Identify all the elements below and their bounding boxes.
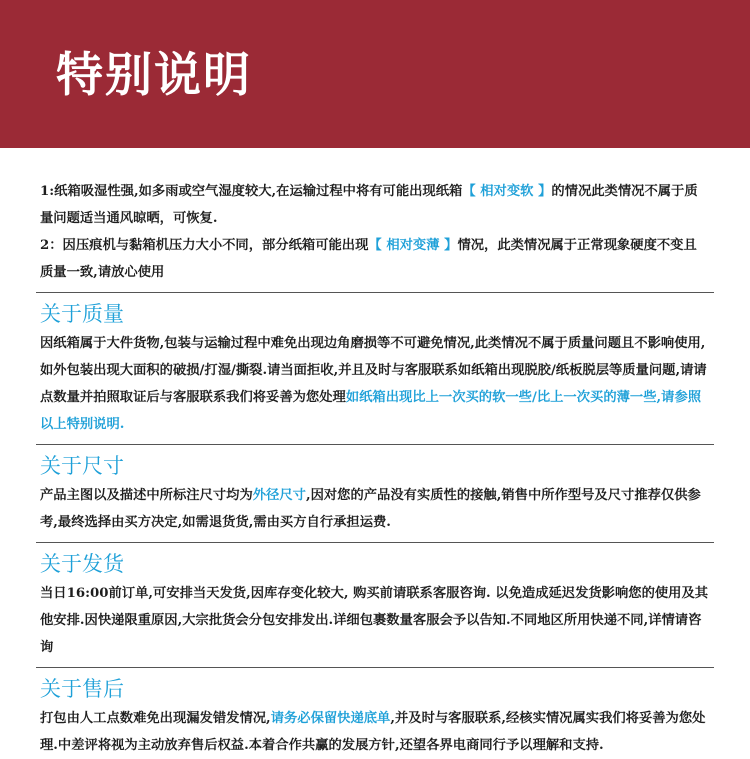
page-title: 特别说明 xyxy=(56,48,252,103)
quality-highlight: 如纸箱出现比上一次买的软一些/比上一次买的薄一些,请参照以上特别说明. xyxy=(40,390,702,432)
intro-1-text: 1:纸箱吸湿性强,如多雨或空气湿度较大,在运输过程中将有可能出现纸箱 xyxy=(40,184,463,199)
intro-2-text: 2：因压痕机与黏箱机压力大小不同，部分纸箱可能出现 xyxy=(40,238,369,253)
section-size xyxy=(40,451,710,536)
section-title-quality: 关于质量 xyxy=(40,302,124,326)
aftersale-text: 打包由人工点数难免出现漏发错发情况, xyxy=(40,711,271,726)
divider xyxy=(36,542,714,543)
header-banner xyxy=(0,0,750,148)
intro-notes xyxy=(40,178,710,286)
section-quality xyxy=(40,299,710,438)
section-quality-text xyxy=(40,330,710,438)
section-title-aftersale: 关于售后 xyxy=(40,677,124,701)
size-text-end: ,因对您的产品没有实质性的接触,销售中所作型号及尺寸推荐仅供参考,最终选择由买方决定,如需退货货,需由买方自行承担运费. xyxy=(40,488,701,530)
size-highlight: 外径尺寸 xyxy=(252,488,306,503)
section-title-size: 关于尺寸 xyxy=(40,454,124,478)
section-title-shipping: 关于发货 xyxy=(40,552,124,576)
aftersale-highlight: 请务必保留快递底单 xyxy=(270,711,391,726)
intro-paragraph-1 xyxy=(40,178,710,232)
section-aftersale-text xyxy=(40,705,710,759)
divider xyxy=(36,292,714,293)
section-size-text xyxy=(40,482,710,536)
aftersale-text-end: ,并及时与客服联系,经核实情况属实我们将妥善为您处理.中差评将视为主动放弃售后权益.本着合作共赢的发展方针,还望各界电商同行予以理解和支持. xyxy=(40,711,706,753)
size-text: 产品主图以及描述中所标注尺寸均为 xyxy=(40,488,253,503)
divider xyxy=(36,444,714,445)
section-shipping-text: 当日16:00前订单,可安排当天发货,因库存变化较大, 购买前请联系客服咨询. 以免造成延迟发货影响您的使用及其他安排.因快递限重原因,大宗批货会分包安排发出.详细包裹数量客服会予以告知.不同地区所用快递不同,详情请咨询 xyxy=(40,586,709,655)
quality-text: 因纸箱属于大件货物,包装与运输过程中难免出现边角磨损等不可避免情况,此类情况不属于质量问题且不影响使用,如外包装出现大面积的破损/打湿/撕裂.请当面拒收,并且及时与客服联系如纸箱出现脱胶/纸板脱层等质量问题,请请点数量并拍照取证后与客服联系我们将妥善为您处理 xyxy=(40,336,707,405)
intro-2-highlight: 【 相对变薄 】 xyxy=(368,238,458,253)
divider xyxy=(36,667,714,668)
section-aftersale xyxy=(40,674,710,759)
content xyxy=(0,148,750,759)
intro-paragraph-2 xyxy=(40,232,710,286)
intro-2-text-end: 情况，此类情况属于正常现象硬度不变且质量一致,请放心使用 xyxy=(40,238,697,280)
section-shipping xyxy=(40,549,710,661)
intro-1-highlight: 【 相对变软 】 xyxy=(462,184,552,199)
intro-1-text-end: 的情况此类情况不属于质量问题适当通风晾晒，可恢复. xyxy=(40,184,698,226)
